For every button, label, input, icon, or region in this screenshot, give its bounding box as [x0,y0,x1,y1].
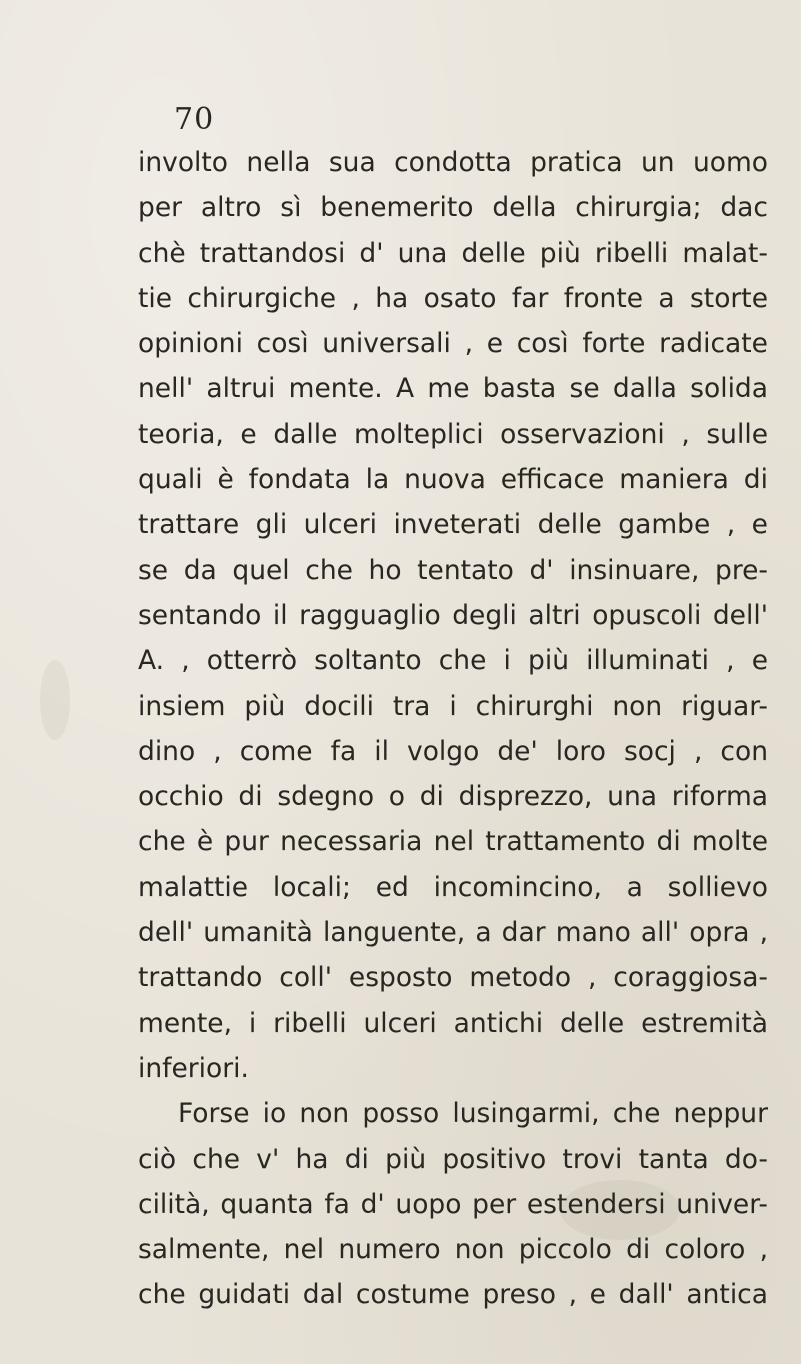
text-line: Forse io non posso lusingarmi, che neppur [178,1098,768,1130]
text-line: chè trattandosi d' una delle più ribelli malat- [138,237,768,269]
text-line: mente, i ribelli ulceri antichi delle estremità [138,1007,768,1039]
text-line: dino , come fa il volgo de' loro socj , con [138,735,768,767]
text-line: cilità, quanta fa d' uopo per estendersi univer- [138,1188,768,1220]
text-line: quali è fondata la nuova efficace maniera di [138,464,768,496]
text-line: malattie locali; ed incomincino, a sollievo [138,871,768,903]
text-line: involto nella sua condotta pratica un uomo [138,147,768,178]
body-text [138,140,768,1318]
paper-stain [40,660,70,740]
text-line: che è pur necessaria nel trattamento di molte [138,826,768,858]
text-line: opinioni così universali , e così forte radicate [138,328,768,360]
text-line: per altro sì benemerito della chirurgia; dac [138,192,768,224]
text-line: trattare gli ulceri inveterati delle gambe , e [138,509,768,541]
text-line: occhio di sdegno o di disprezzo, una riforma [138,781,768,813]
page-number: 70 [174,102,215,137]
text-line: inferiori. [138,1052,249,1084]
text-line: teoria, e dalle molteplici osservazioni , sulle [138,418,768,450]
text-line: A. , otterrò soltanto che i più illuminati , e [138,645,768,677]
text-line: sentando il ragguaglio degli altri opuscoli dell' [138,599,768,631]
text-line: salmente, nel numero non piccolo di coloro , [138,1234,768,1266]
text-line: dell' umanità languente, a dar mano all' opra , [138,917,768,949]
text-line: trattando coll' esposto metodo , coraggiosa- [138,962,768,994]
text-line: nell' altrui mente. A me basta se dalla solida [138,373,768,405]
text-line: se da quel che ho tentato d' insinuare, pre- [138,554,768,586]
text-line: che guidati dal costume preso , e dall' antica [138,1279,768,1311]
text-line: ciò che v' ha di più positivo trovi tanta do- [138,1143,768,1175]
text-line: insiem più docili tra i chirurghi non riguar- [138,690,768,722]
text-line: tie chirurgiche , ha osato far fronte a storte [138,282,768,314]
